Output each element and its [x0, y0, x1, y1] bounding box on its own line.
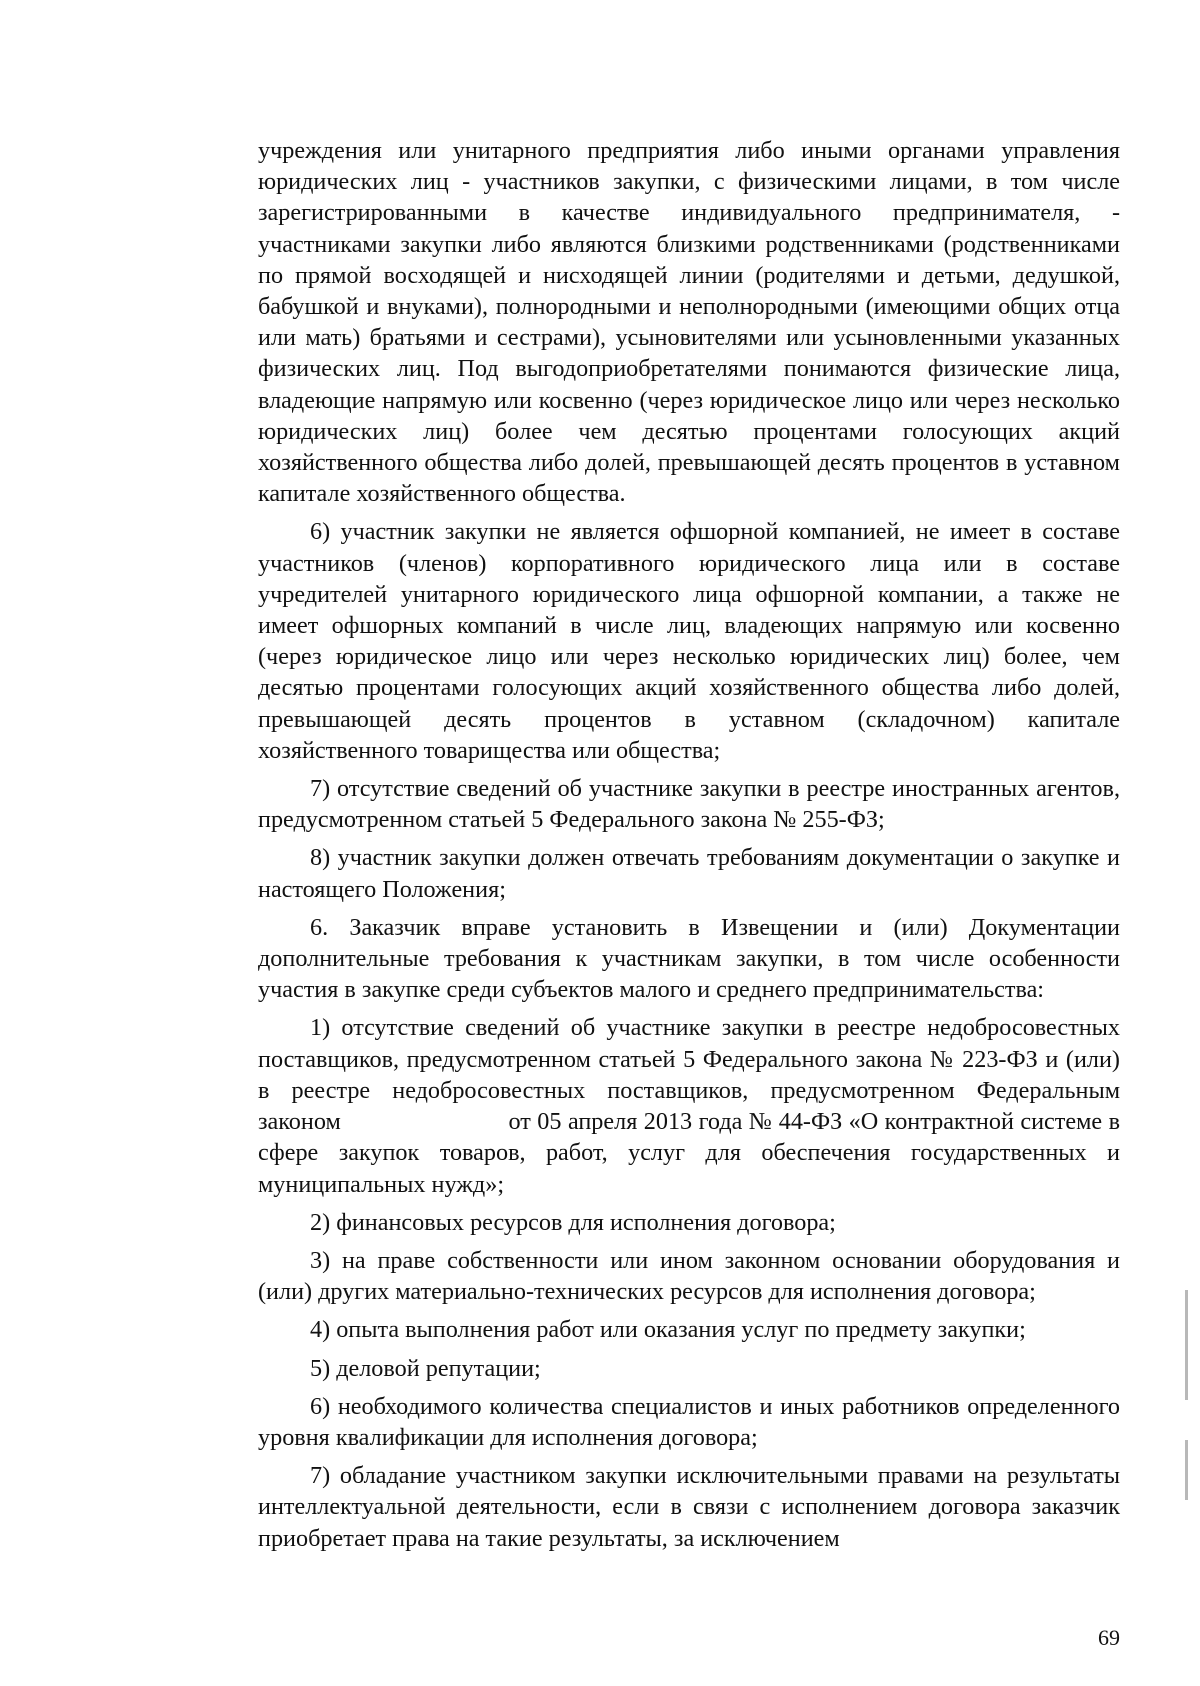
scan-edge-mark — [1185, 1290, 1188, 1400]
paragraph-additional-7: 7) обладание участником закупки исключительными правами на результаты интеллектуальной деятельности, если в связи с исполнением договора заказчик приобретает права на такие результаты, за исключением — [258, 1462, 1120, 1552]
paragraph-additional-6: 6) необходимого количества специалистов и иных работников определенного уровня квалификации для исполнения договора; — [258, 1392, 1120, 1451]
scan-edge-mark — [1185, 1440, 1188, 1500]
paragraph-additional-4: 4) опыта выполнения работ или оказания услуг по предмету закупки; — [310, 1316, 1026, 1344]
paragraph-additional-2: 2) финансовых ресурсов для исполнения договора; — [310, 1208, 836, 1236]
paragraph-additional-3: 3) на праве собственности или ином законном основании оборудования и (или) других материально-технических ресурсов для исполнения договора; — [258, 1246, 1120, 1306]
paragraph-additional-1: 1) отсутствие сведений об участнике закупки в реестре недобросовестных поставщиков, предусмотренном статьей 5 Федерального закона № 223-ФЗ и (или) в реестре недобросовестных поставщиков, предусмотренном Федеральным законом от 05 апреля 2013 года № 44-ФЗ «О контрактной системе в сфере закупок товаров, работ, услуг для обеспечения государственных и муниципальных нужд»; — [258, 1014, 1127, 1198]
paragraph-item-7-foreign-agents: 7) отсутствие сведений об участнике закупки в реестре иностранных агентов, предусмотренном статьей 5 Федерального закона № 255-ФЗ; — [258, 775, 1120, 834]
page-number: 69 — [1098, 1625, 1120, 1650]
paragraph-additional-5: 5) деловой репутации; — [310, 1354, 541, 1382]
document-body — [258, 135, 1127, 1561]
paragraph-item-8-requirements: 8) участник закупки должен отвечать требованиям документации о закупке и настоящего Положения; — [258, 844, 1120, 903]
paragraph-continuation: учреждения или унитарного предприятия либо иными органами управления юридических лиц - участников закупки, с физическими лицами, в том числе зарегистрированными в качестве индивидуального предпринимателя, - участниками закупки либо являются близкими родственниками (родственниками по прямой восходящей и нисходящей линии (родителями и детьми, дедушкой, бабушкой и внуками), полнородными и неполнородными (имеющими общих отца или мать) братьями и сестрами), усыновителями или усыновленными указанных физических лиц. Под выгодоприобретателями понимаются физические лица, владеющие напрямую или косвенно (через юридическое лицо или через несколько юридических лиц) более чем десятью процентами голосующих акций хозяйственного общества либо долей, превышающей десять процентов в уставном капитале хозяйственного общества. — [258, 137, 1120, 508]
paragraph-section-6: 6. Заказчик вправе установить в Извещении и (или) Документации дополнительные требования к участникам закупки, в том числе особенности участия в закупке среди субъектов малого и среднего предпринимательства: — [258, 913, 1120, 1004]
paragraph-item-6-offshore: 6) участник закупки не является офшорной компанией, не имеет в составе участников (членов) корпоративного юридического лица или в составе учредителей унитарного юридического лица офшорной компании, а также не имеет офшорных компаний в числе лиц, владеющих напрямую или косвенно (через юридическое лицо или через несколько юридических лиц) более, чем десятью процентами голосующих акций хозяйственного общества либо долей, превышающей десять процентов в уставном (складочном) капитале хозяйственного товарищества или общества; — [258, 518, 1120, 764]
